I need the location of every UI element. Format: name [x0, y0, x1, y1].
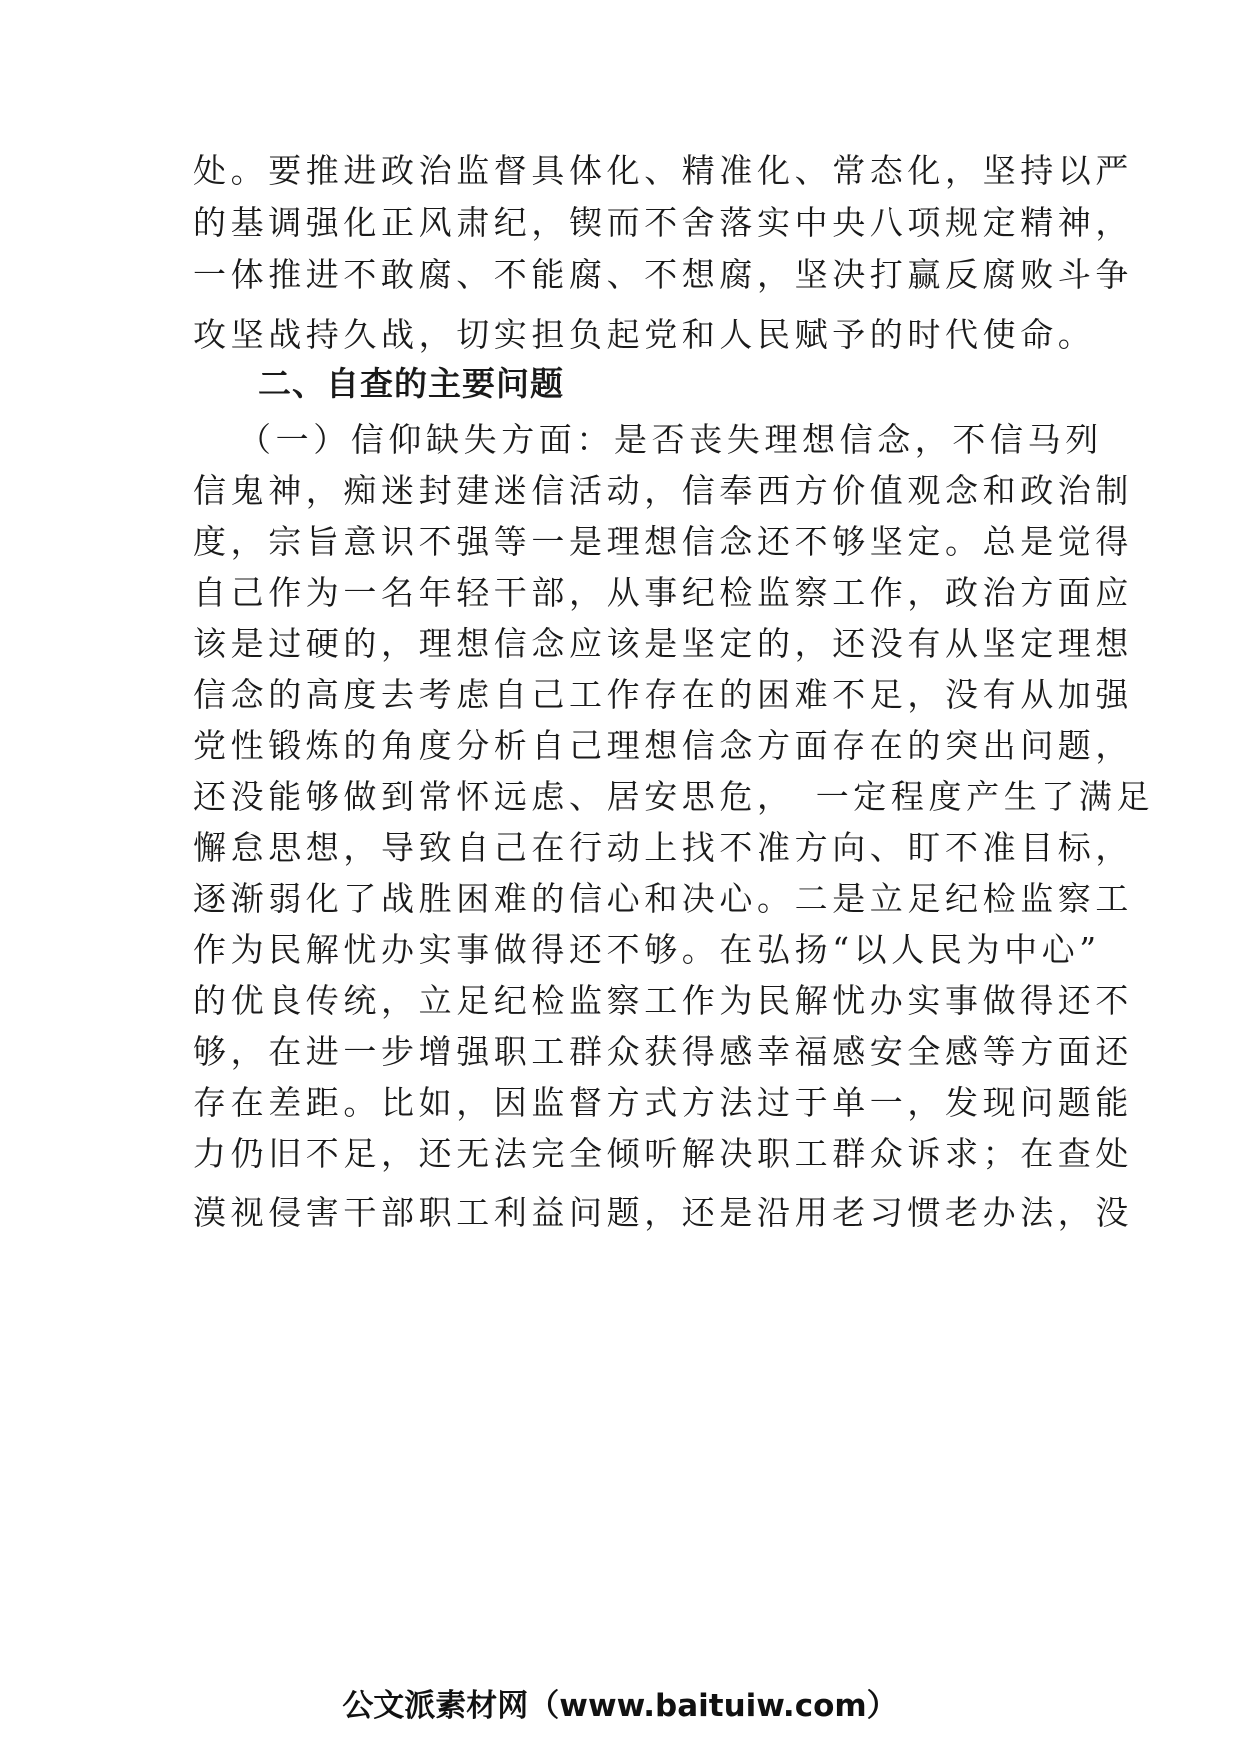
paragraph-line: 存在差距。比如，因监督方式方法过于单一，发现问题能: [193, 1083, 1133, 1122]
paragraph-line: 懈怠思想，导致自己在行动上找不准方向、盯不准目标，: [193, 828, 1133, 867]
paragraph-line: 处。要推进政治监督具体化、精准化、常态化，坚持以严: [193, 151, 1133, 190]
paragraph-line: 力仍旧不足，还无法完全倾听解决职工群众诉求；在查处: [193, 1134, 1133, 1173]
paragraph-line: 自己作为一名年轻干部，从事纪检监察工作，政治方面应: [193, 573, 1133, 612]
paragraph-line: 一体推进不敢腐、不能腐、不想腐，坚决打赢反腐败斗争: [193, 255, 1133, 294]
paragraph-line: 信念的高度去考虑自己工作存在的困难不足，没有从加强: [193, 675, 1133, 714]
paragraph-line: 的优良传统，立足纪检监察工作为民解忧办实事做得还不: [193, 981, 1133, 1020]
footer-watermark: 公文派素材网（www.baituiw.com）: [342, 1688, 898, 1724]
paragraph-line: 逐渐弱化了战胜困难的信心和决心。二是立足纪检监察工: [193, 879, 1133, 918]
paragraph-line: 漠视侵害干部职工利益问题，还是沿用老习惯老办法，没: [193, 1193, 1133, 1232]
section-heading: 二、自查的主要问题: [258, 364, 564, 403]
paragraph-line: 攻坚战持久战，切实担负起党和人民赋予的时代使命。: [193, 315, 1096, 354]
paragraph-line: 度，宗旨意识不强等一是理想信念还不够坚定。总是觉得: [193, 522, 1133, 561]
paragraph-line: 够，在进一步增强职工群众获得感幸福感安全感等方面还: [193, 1032, 1133, 1071]
paragraph-line: 作为民解忧办实事做得还不够。在弘扬“以人民为中心”: [193, 930, 1101, 969]
paragraph-line: 信鬼神，痴迷封建迷信活动，信奉西方价值观念和政治制: [193, 471, 1133, 510]
paragraph-line: （一）信仰缺失方面：是否丧失理想信念，不信马列: [238, 420, 1103, 459]
paragraph-line: 的基调强化正风肃纪，锲而不舍落实中央八项规定精神，: [193, 203, 1133, 242]
paragraph-line: 党性锻炼的角度分析自己理想信念方面存在的突出问题，: [193, 726, 1133, 765]
paragraph-line: 还没能够做到常怀远虑、居安思危， 一定程度产生了满足: [193, 777, 1155, 816]
paragraph-line: 该是过硬的，理想信念应该是坚定的，还没有从坚定理想: [193, 624, 1133, 663]
